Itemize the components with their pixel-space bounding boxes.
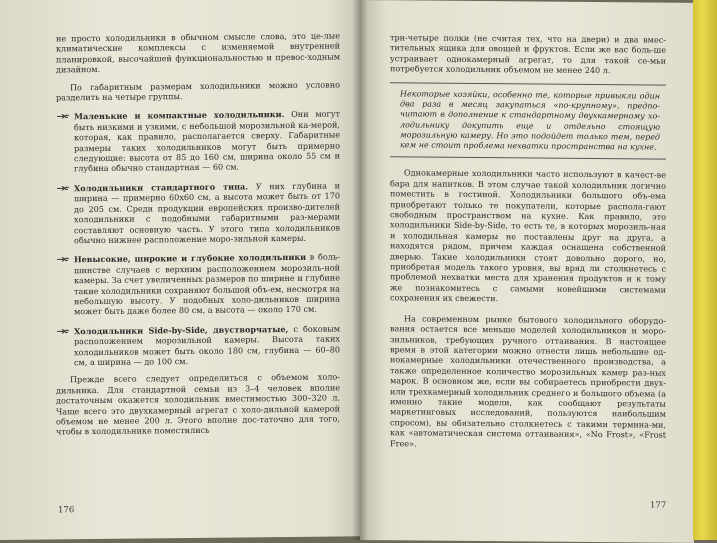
item-title: Холодильники Side-by-Side, двустворчатые, — [74, 323, 289, 336]
pointing-hand-icon — [56, 256, 70, 264]
item-text: У них глубина и ширина — примерно 60х60 см, а высота может быть от 170 до 205 см. Среди продукции европейских произво-дителей холодильники с подобными габаритными раз-мерами составляют основную часть. У этого типа холодильников обычно нижнее расположение моро-зильной камеры. — [74, 180, 340, 246]
item-text: в боль-шинстве случаев с верхним расположением морозиль-ной камеры. За счет увеличенных размеров по ширине и глубине такие холодильники сохраняют большой объ-ем, несмотря на небольшую высоту. У подобных холо-дильников ширина может быть даже более 80 см, а высота — около 170 см. — [74, 251, 340, 317]
item-text: с боковым расположением морозильной камеры. Высота таких холодильников может быть около 180 см, глубина — 60–80 см, а ширина — до 100 см. — [74, 323, 340, 368]
intro-continuation: не просто холодильники в обычном смысле слова, это це-лые климатические комплексы с изменяемой внутренней планировкой, высочайшей функциональностью и превос-ходным дизайном. — [56, 30, 340, 75]
item-title: Невысокие, широкие и глубокие холодильники — [74, 252, 307, 265]
list-item — [56, 252, 340, 317]
list-item — [56, 180, 340, 245]
paragraph: На современном рынке бытового холодильного оборудо-вания остается все меньше моделей холодильников и моро-зильников, требующих ручного оттаивания. В настоящее время в этой категории можно отнести лишь небольшие од-нокамерные холодильники отечественного производства, а также определенное количество морозильных камер раз-ных марок. В основном же, если вы собираетесь приобрести двух- или трехкамерный холодильник среднего и большого объема (а именно такие модели, как сообщают результаты маркетинговых исследований, пользуются наибольшим спросом), вы обязательно столкнетесь с такими термина-ми, как «автоматическая система оттаивания», «No Frost», «Frost Free». — [390, 313, 666, 449]
note-box: Некоторые хозяйки, особенно те, которые привыкли один два раза в месяц закупаться «по-крупному», предпо-читают в дополнение к стандартному двухкамерному хо-лодильнику докупить еще и отдельно стоящую морозильную камеру. Но это подойдет только тем, перед кем не стоит проблема нехватки пространства на кухне. — [390, 82, 666, 160]
page-number: 176 — [58, 505, 75, 516]
groups-intro: По габаритным размерам холодильники можно условно разделить на четыре группы. — [56, 79, 340, 103]
pointing-hand-icon — [56, 113, 70, 121]
item-title: Маленькие и компактные холодильники. — [74, 109, 285, 122]
continuation-paragraph: три-четыре полки (не считая тех, что на двери) и два вмес-тительных ящика для овощей и фруктов. Если же вас боль-ше устраивает однокамерный агрегат, то для такой се-мьи потребуется холодильник объемом не менее 240 л. — [390, 32, 666, 76]
pointing-hand-icon — [56, 184, 70, 192]
closing-paragraph: Прежде всего следует определиться с объемом холо-дильника. Для стандартной семьи из 3–4 человек вполне достаточным окажется холодильник вместимостью 300–320 л. Чаще всего это двухкамерный агрегат с холо-дильной камерой объемом не менее 200 л. Этого вполне дос-таточно для того, чтобы в холодильнике поместились — [56, 371, 340, 437]
book-cover-edge — [693, 0, 717, 540]
right-page — [360, 0, 694, 543]
item-title: Холодильники стандартного типа. — [74, 181, 249, 194]
item-text: Они могут быть низкими и узкими, с небольшой морозильной ка-мерой, которая, как правило, располагается сверху. Габаритные размеры таких холодильников могут быть примерно следующие: высота от 85 до 160 см, ширина около 55 см и глубина обычно стандартная — 60 см. — [74, 108, 340, 174]
page-number: 177 — [650, 500, 667, 511]
book-gutter — [352, 0, 368, 540]
paragraph: Однокамерные холодильники часто используют в качест-ве бара для напитков. В этом случае такой холодильник логично поместить в гостиной. Холодильники большого объ-ема приобретают только те покупатели, которые распола-гают свободным пространством на кухне. Как правило, это холодильники Side-by-Side, то есть те, в которых морозиль-ная и холодильная камеры не поставлены друг на друга, а находятся рядом, причем каждая оснащена собственной дверью. Такие холодильники стоят довольно дорого, но, приобретая модель такого уровня, вы вряд ли столкнетесь с проблемой нехватки места для хранения продуктов и к тому же познакомитесь с самыми новейшими системами сохранения их свежести. — [390, 167, 666, 304]
pointing-hand-icon — [56, 327, 70, 335]
list-item — [56, 323, 340, 368]
list-item — [56, 109, 340, 174]
